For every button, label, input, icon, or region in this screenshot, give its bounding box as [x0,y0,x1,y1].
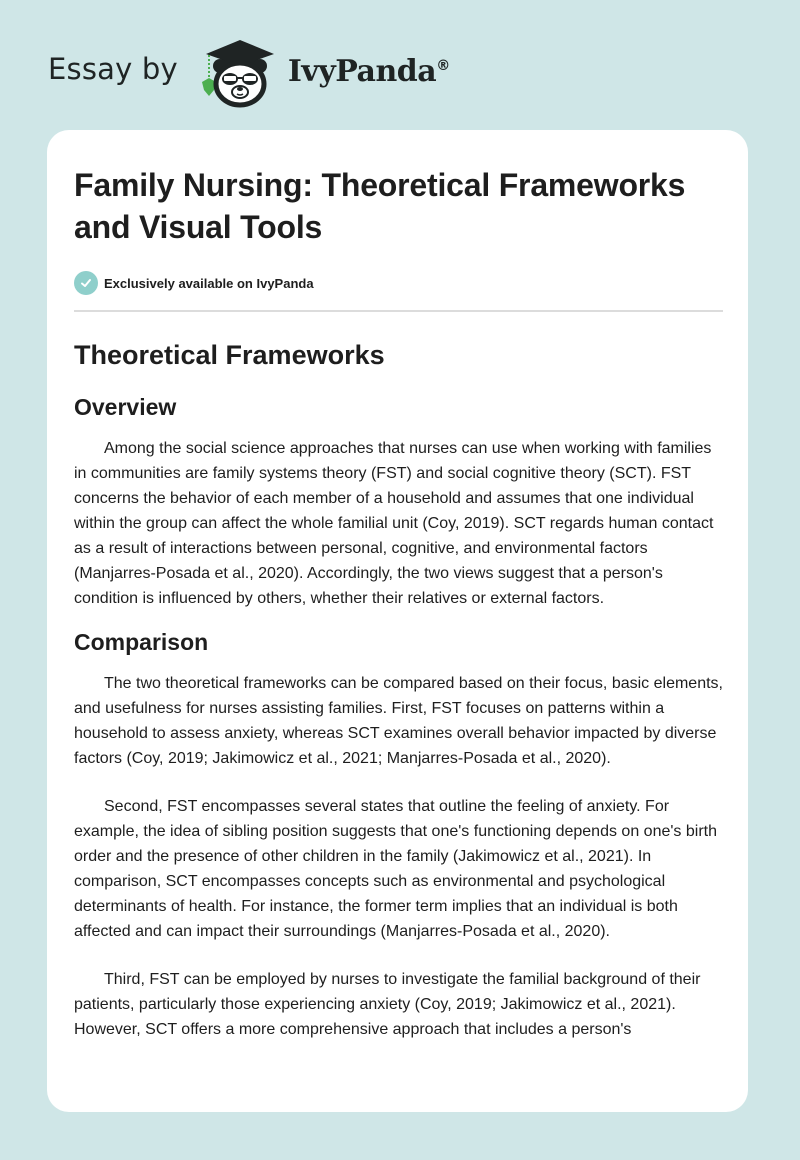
essay-by-label: Essay by [48,52,178,86]
subsection-heading-comparison: Comparison [74,629,209,655]
paragraph: Third, FST can be employed by nurses to investigate the familial background of their patients, particularly those experiencing anxiety (Coy, 2019; Jakimowicz et al., 2021). However, SCT offers a more comprehensive approach that includes a person's [74,971,701,1038]
brand-name: IvyPanda® [287,53,450,89]
essay-card [47,130,748,1112]
exclusive-badge-text: Exclusively available on IvyPanda [104,275,314,291]
page-title: Family Nursing: Theoretical Frameworks and Visual Tools [74,167,686,245]
brand-header[interactable] [48,36,450,108]
paragraph: Second, FST encompasses several states that outline the feeling of anxiety. For example, the idea of sibling position suggests that one's functioning depends on one's birth order and the presence of other children in the family (Jakimowicz et al., 2021). In comparison, SCT encompasses concepts such as environmental and psychological determinants of health. For instance, the former term implies that an individual is both affected and can impact their surroundings (Manjarres-Posada et al., 2020). [74,798,717,940]
paragraph: The two theoretical frameworks can be compared based on their focus, basic elements, and usefulness for nurses assisting families. First, FST focuses on patterns within a household to assess anxiety, whereas SCT examines overall behavior impacted by diverse factors (Coy, 2019; Jakimowicz et al., 2021; Manjarres-Posada et al., 2020). [74,675,723,767]
subsection-heading-overview: Overview [74,394,177,420]
exclusive-badge [74,270,721,296]
check-circle-icon [74,271,98,295]
section-heading: Theoretical Frameworks [74,340,385,370]
title-divider [74,310,723,312]
panda-graduate-logo-icon [196,36,280,108]
registered-mark: ® [436,57,450,74]
paragraph: Among the social science approaches that nurses can use when working with families in communities are family systems theory (FST) and social cognitive theory (SCT). FST concerns the behavior of each member of a household and assumes that one individual within the group can affect the whole familial unit (Coy, 2019). SCT regards human contact as a result of interactions between personal, cognitive, and environmental factors (Manjarres-Posada et al., 2020). Accordingly, the two views suggest that a person's condition is influenced by others, whether their relatives or external factors. [74,440,714,607]
